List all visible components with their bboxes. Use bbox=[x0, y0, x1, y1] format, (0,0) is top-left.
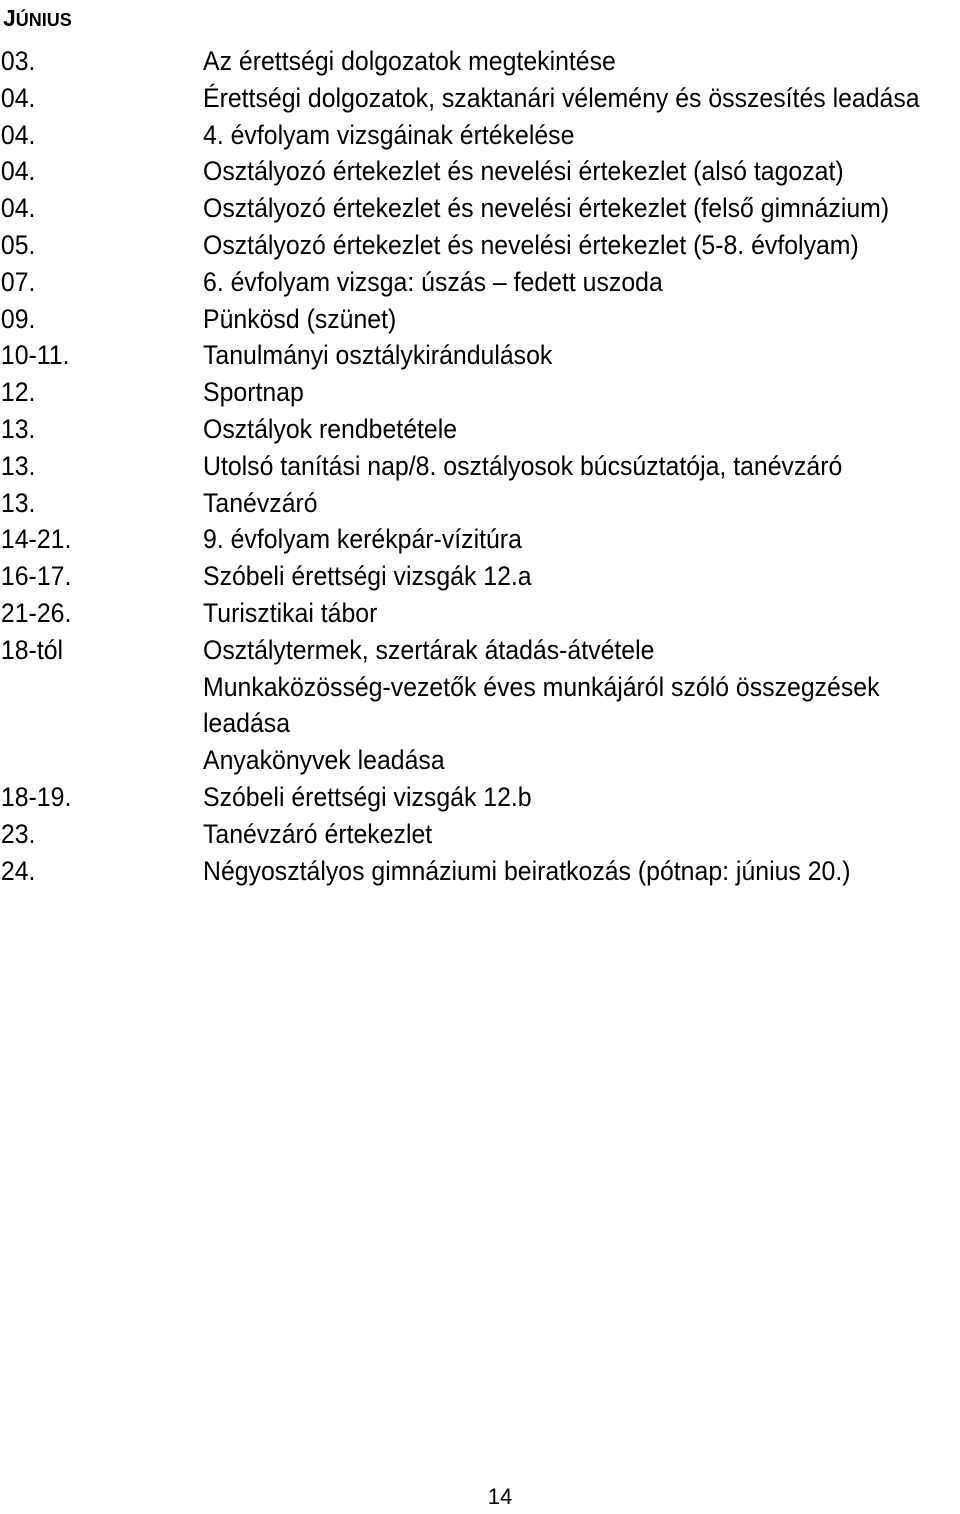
event-description-line: Osztályok rendbetétele bbox=[203, 413, 458, 444]
event-date: 04. bbox=[0, 156, 36, 187]
event-date: 07. bbox=[0, 266, 36, 297]
event-description bbox=[203, 153, 960, 190]
event-description-line: Osztálytermek, szertárak átadás-átvétele bbox=[203, 634, 655, 665]
event-description bbox=[203, 190, 960, 227]
event-row bbox=[0, 816, 960, 853]
month-heading bbox=[3, 4, 72, 34]
event-description-line: Turisztikai tábor bbox=[203, 597, 378, 628]
event-row bbox=[0, 337, 960, 374]
event-description bbox=[203, 595, 960, 632]
event-date: 13. bbox=[0, 413, 36, 444]
event-row bbox=[0, 153, 960, 190]
event-description bbox=[203, 264, 960, 301]
page-number: 14 bbox=[487, 1484, 513, 1509]
event-description-line: Szóbeli érettségi vizsgák 12.a bbox=[203, 561, 532, 592]
event-date: 04. bbox=[0, 82, 36, 113]
event-date: 05. bbox=[0, 229, 36, 260]
event-description-line: Osztályozó értekezlet és nevelési értekezlet (alsó tagozat) bbox=[203, 156, 844, 187]
event-row bbox=[0, 411, 960, 448]
event-date: 04. bbox=[0, 193, 36, 224]
event-date: 21-26. bbox=[0, 597, 72, 628]
event-row bbox=[0, 595, 960, 632]
event-row bbox=[0, 448, 960, 485]
event-description-line: 4. évfolyam vizsgáinak értékelése bbox=[203, 119, 575, 150]
event-description-line: Tanulmányi osztálykirándulások bbox=[203, 340, 553, 371]
event-date: 18-19. bbox=[0, 781, 72, 812]
event-description bbox=[203, 301, 960, 338]
event-description bbox=[203, 816, 960, 853]
event-date: 23. bbox=[0, 818, 36, 849]
event-row bbox=[0, 779, 960, 816]
event-description-line: Munkaközösség-vezetők éves munkájáról szóló összegzések bbox=[203, 671, 880, 702]
event-description-line: Az érettségi dolgozatok megtekintése bbox=[203, 46, 616, 76]
month-heading-initial: J bbox=[3, 5, 16, 31]
event-row bbox=[0, 117, 960, 154]
event-row bbox=[0, 485, 960, 522]
event-description-line: Tanévzáró értekezlet bbox=[203, 818, 433, 849]
event-description-line: leadása bbox=[203, 708, 291, 739]
event-description-line: Osztályozó értekezlet és nevelési értekezlet (felső gimnázium) bbox=[203, 193, 890, 224]
event-date: 04. bbox=[0, 119, 36, 150]
event-row bbox=[0, 43, 960, 80]
event-list bbox=[0, 43, 960, 889]
event-description-line: Négyosztályos gimnáziumi beiratkozás (pótnap: június 20.) bbox=[203, 855, 851, 886]
event-description bbox=[203, 779, 960, 816]
event-description bbox=[203, 485, 960, 522]
event-row bbox=[0, 558, 960, 595]
event-date: 18-tól bbox=[0, 634, 64, 665]
event-description-line: Osztályozó értekezlet és nevelési értekezlet (5-8. évfolyam) bbox=[203, 229, 859, 260]
event-description bbox=[203, 521, 960, 558]
event-description-line: Pünkösd (szünet) bbox=[203, 303, 397, 334]
event-date: 10-11. bbox=[0, 340, 70, 371]
event-date: 24. bbox=[0, 855, 36, 886]
month-heading-rest: ÚNIUS bbox=[15, 10, 72, 30]
event-row bbox=[0, 80, 960, 117]
event-date: 12. bbox=[0, 377, 36, 408]
event-date: 16-17. bbox=[0, 561, 72, 592]
event-description bbox=[203, 448, 960, 485]
event-row bbox=[0, 301, 960, 338]
event-row bbox=[0, 853, 960, 890]
event-description bbox=[203, 337, 960, 374]
event-description bbox=[203, 853, 960, 890]
event-description bbox=[203, 227, 960, 264]
event-description bbox=[203, 411, 960, 448]
event-description-line: Sportnap bbox=[203, 377, 304, 408]
event-date: 09. bbox=[0, 303, 36, 334]
event-row bbox=[0, 632, 960, 779]
event-description-line: 9. évfolyam kerékpár-vízitúra bbox=[203, 524, 522, 555]
event-description-line: Tanévzáró bbox=[203, 487, 318, 518]
event-description-line: Szóbeli érettségi vizsgák 12.b bbox=[203, 781, 532, 812]
event-description bbox=[203, 43, 960, 80]
event-description bbox=[203, 632, 960, 779]
event-description bbox=[203, 374, 960, 411]
event-description bbox=[203, 80, 960, 117]
event-date: 03. bbox=[0, 46, 36, 76]
event-description bbox=[203, 558, 960, 595]
event-row bbox=[0, 190, 960, 227]
event-row bbox=[0, 227, 960, 264]
event-row bbox=[0, 264, 960, 301]
event-row bbox=[0, 374, 960, 411]
event-description bbox=[203, 117, 960, 154]
event-date: 14-21. bbox=[0, 524, 72, 555]
event-description-line: Érettségi dolgozatok, szaktanári vélemény és összesítés leadása bbox=[203, 82, 920, 113]
event-row bbox=[0, 521, 960, 558]
event-description-line: Anyakönyvek leadása bbox=[203, 745, 445, 776]
event-date: 13. bbox=[0, 450, 36, 481]
event-description-line: 6. évfolyam vizsga: úszás – fedett uszoda bbox=[203, 266, 663, 297]
event-date: 13. bbox=[0, 487, 36, 518]
event-description-line: Utolsó tanítási nap/8. osztályosok búcsúztatója, tanévzáró bbox=[203, 450, 843, 481]
